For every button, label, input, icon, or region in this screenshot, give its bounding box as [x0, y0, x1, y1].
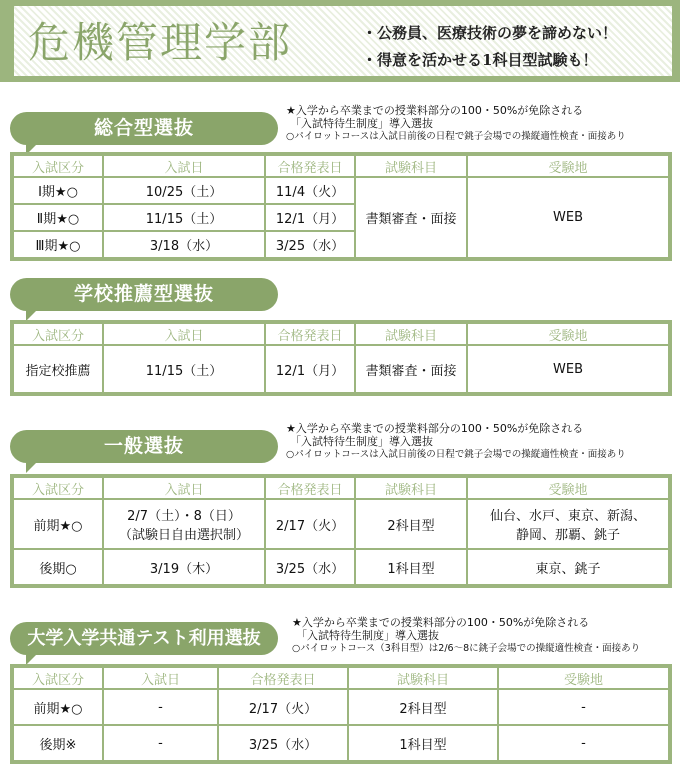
cell-date: 11/15（土）	[103, 345, 265, 393]
cell-place: WEB	[467, 177, 669, 258]
kyotsu-table	[10, 664, 672, 764]
sogo-notes	[286, 104, 626, 143]
page-header	[0, 0, 680, 82]
cell-kubun: 前期★○	[13, 499, 103, 549]
cell-place	[467, 499, 669, 549]
ippan-note-1: ★入学から卒業までの授業料部分の100・50%が免除される	[286, 422, 584, 435]
col-header-kubun: 入試区分	[13, 323, 103, 345]
col-header-kubun: 入試区分	[13, 155, 103, 177]
cell-date: -	[103, 725, 218, 761]
col-header-result: 合格発表日	[265, 477, 355, 499]
table-row	[13, 499, 669, 549]
col-header-subject: 試験科目	[355, 477, 467, 499]
cell-kubun: 後期○	[13, 549, 103, 585]
table-header-row	[13, 155, 669, 177]
table-row	[13, 345, 669, 393]
col-header-date: 入試日	[103, 155, 265, 177]
table-row	[13, 549, 669, 585]
cell-place: WEB	[467, 345, 669, 393]
table-header-row	[13, 667, 669, 689]
col-header-subject: 試験科目	[355, 323, 467, 345]
section-tab-ippan: 一般選抜	[10, 430, 278, 463]
ippan-table	[10, 474, 672, 588]
col-header-place: 受験地	[467, 477, 669, 499]
cell-place-line-1: 仙台、水戸、東京、新潟、	[489, 509, 646, 524]
cell-result: 2/17（火）	[218, 689, 348, 725]
cell-result: 11/4（火）	[265, 177, 355, 204]
col-header-subject: 試験科目	[348, 667, 498, 689]
sogo-table	[10, 152, 672, 261]
ippan-note-2: 「入試特待生制度」導入選抜	[290, 435, 433, 448]
cell-kubun: Ⅱ期★○	[13, 204, 103, 231]
cell-date-line-2: （試験日自由選択制）	[118, 528, 249, 543]
ippan-note-3: ○パイロットコースは入試日前後の日程で銚子会場での操縦適性検査・面接あり	[286, 449, 626, 460]
cell-date	[103, 499, 265, 549]
cell-subject: 書類審査・面接	[355, 177, 467, 258]
section-tab-sogo: 総合型選抜	[10, 112, 278, 145]
kyotsu-note-1: ★入学から卒業までの授業料部分の100・50%が免除される	[292, 616, 590, 629]
col-header-result: 合格発表日	[218, 667, 348, 689]
section-tab-kyotsu: 大学入学共通テスト利用選抜	[10, 622, 278, 655]
col-header-subject: 試験科目	[355, 155, 467, 177]
cell-date: 3/18（水）	[103, 231, 265, 258]
cell-date: -	[103, 689, 218, 725]
cell-result: 3/25（水）	[265, 549, 355, 585]
sogo-note-1: ★入学から卒業までの授業料部分の100・50%が免除される	[286, 104, 584, 117]
cell-place-line-2: 静岡、那覇、銚子	[515, 528, 620, 543]
col-header-kubun: 入試区分	[13, 667, 103, 689]
cell-result: 12/1（月）	[265, 204, 355, 231]
cell-kubun: Ⅲ期★○	[13, 231, 103, 258]
cell-kubun: 前期★○	[13, 689, 103, 725]
table-header-row	[13, 323, 669, 345]
ippan-notes	[286, 422, 626, 461]
cell-result: 3/25（水）	[218, 725, 348, 761]
cell-kubun: Ⅰ期★○	[13, 177, 103, 204]
col-header-date: 入試日	[103, 667, 218, 689]
col-header-place: 受験地	[467, 155, 669, 177]
cell-date: 11/15（土）	[103, 204, 265, 231]
col-header-date: 入試日	[103, 323, 265, 345]
cell-subject: 2科目型	[355, 499, 467, 549]
col-header-result: 合格発表日	[265, 155, 355, 177]
col-header-date: 入試日	[103, 477, 265, 499]
col-header-place: 受験地	[467, 323, 669, 345]
sogo-note-2: 「入試特待生制度」導入選抜	[290, 117, 433, 130]
cell-place: -	[498, 689, 669, 725]
cell-result: 3/25（水）	[265, 231, 355, 258]
section-tab-suisen: 学校推薦型選抜	[10, 278, 278, 311]
col-header-result: 合格発表日	[265, 323, 355, 345]
cell-kubun: 後期※	[13, 725, 103, 761]
cell-place: 東京、銚子	[467, 549, 669, 585]
cell-kubun: 指定校推薦	[13, 345, 103, 393]
kyotsu-notes	[292, 616, 640, 655]
cell-date: 3/19（木）	[103, 549, 265, 585]
header-pattern	[14, 6, 672, 76]
col-header-kubun: 入試区分	[13, 477, 103, 499]
cell-result: 2/17（火）	[265, 499, 355, 549]
cell-date: 10/25（土）	[103, 177, 265, 204]
cell-subject: 1科目型	[355, 549, 467, 585]
sogo-note-3: ○パイロットコースは入試日前後の日程で銚子会場での操縦適性検査・面接あり	[286, 131, 626, 142]
cell-date-line-1: 2/7（土）・8（日）	[127, 509, 241, 524]
table-row	[13, 689, 669, 725]
table-row	[13, 725, 669, 761]
table-row	[13, 177, 669, 204]
page-title: 危機管理学部	[28, 18, 293, 67]
cell-subject: 書類審査・面接	[355, 345, 467, 393]
suisen-table	[10, 320, 672, 396]
cell-result: 12/1（月）	[265, 345, 355, 393]
cell-subject: 1科目型	[348, 725, 498, 761]
slogan-2: ・得意を活かせる1科目型試験も！	[362, 51, 598, 69]
table-header-row	[13, 477, 669, 499]
kyotsu-note-3: ○パイロットコース（3科目型）は2/6～8に銚子会場での操縦適性検査・面接あり	[292, 643, 641, 654]
cell-subject: 2科目型	[348, 689, 498, 725]
cell-place: -	[498, 725, 669, 761]
slogan-1: ・公務員、医療技術の夢を諦めない！	[362, 24, 618, 42]
col-header-place: 受験地	[498, 667, 669, 689]
kyotsu-note-2: 「入試特待生制度」導入選抜	[296, 629, 439, 642]
